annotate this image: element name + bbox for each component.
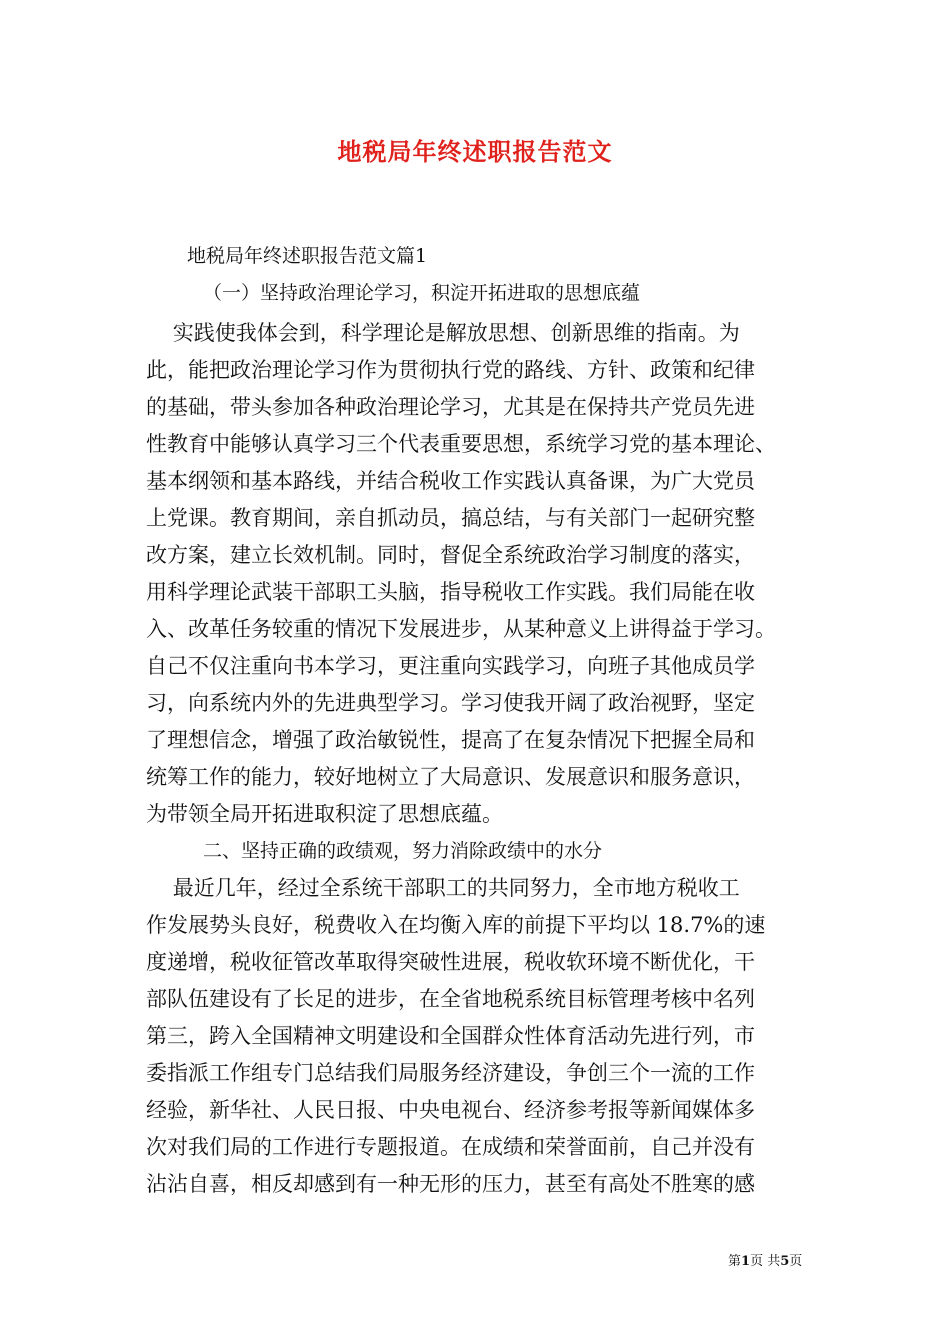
paragraph-1-line: 为带领全局开拓进取积淀了思想底蕴。 <box>146 802 503 826</box>
document-title: 地税局年终述职报告范文 <box>337 137 613 166</box>
paragraph-2-line: 沾沾自喜，相反却感到有一种无形的压力，甚至有高处不胜寒的感 <box>146 1172 755 1196</box>
footer-current-page: 1 <box>741 1254 751 1269</box>
paragraph-2-line: 度递增，税收征管改革取得突破性进展，税收软环境不断优化，干 <box>146 950 755 974</box>
paragraph-2 <box>146 870 826 1203</box>
footer-prefix: 第 <box>728 1254 742 1269</box>
paragraph-1-line: 入、改革任务较重的情况下发展进步，从某种意义上讲得益于学习。 <box>146 617 776 641</box>
paragraph-1-line: 统筹工作的能力，较好地树立了大局意识、发展意识和服务意识， <box>146 765 755 789</box>
section-heading-2: 二、坚持正确的政绩观，努力消除政绩中的水分 <box>203 840 603 862</box>
paragraph-1-line: 自己不仅注重向书本学习，更注重向实践学习，向班子其他成员学 <box>146 654 755 678</box>
section-heading-1: （一）坚持政治理论学习，积淀开拓进取的思想底蕴 <box>203 282 641 304</box>
paragraph-1-line: 此，能把政治理论学习作为贯彻执行党的路线、方针、政策和纪律 <box>146 358 755 382</box>
paragraph-2-line: 最近几年，经过全系统干部职工的共同努力，全市地方税收工 <box>146 876 740 900</box>
paragraph-1-line: 改方案，建立长效机制。同时，督促全系统政治学习制度的落实， <box>146 543 755 567</box>
footer-total-pages: 5 <box>780 1254 790 1269</box>
footer-middle: 页 共 <box>750 1254 781 1269</box>
paragraph-2-line: 部队伍建设有了长足的进步，在全省地税系统目标管理考核中名列 <box>146 987 755 1011</box>
paragraph-2-line: 作发展势头良好，税费收入在均衡入库的前提下平均以 18.7%的速 <box>146 913 766 937</box>
footer-suffix: 页 <box>789 1254 803 1269</box>
paragraph-1-line: 性教育中能够认真学习三个代表重要思想，系统学习党的基本理论、 <box>146 432 776 456</box>
paragraph-1-line: 上党课。教育期间，亲自抓动员，搞总结，与有关部门一起研究整 <box>146 506 755 530</box>
paragraph-1-line: 的基础，带头参加各种政治理论学习，尤其是在保持共产党员先进 <box>146 395 755 419</box>
paragraph-1-line: 实践使我体会到，科学理论是解放思想、创新思维的指南。为 <box>146 321 740 345</box>
paragraph-2-line: 第三，跨入全国精神文明建设和全国群众性体育活动先进行列，市 <box>146 1024 755 1048</box>
paragraph-1-line: 用科学理论武装干部职工头脑，指导税收工作实践。我们局能在收 <box>146 580 755 604</box>
paragraph-2-line: 经验，新华社、人民日报、中央电视台、经济参考报等新闻媒体多 <box>146 1098 755 1122</box>
paragraph-1-line: 了理想信念，增强了政治敏锐性，提高了在复杂情况下把握全局和 <box>146 728 755 752</box>
paragraph-1-line: 基本纲领和基本路线，并结合税收工作实践认真备课，为广大党员 <box>146 469 755 493</box>
paragraph-1-line: 习，向系统内外的先进典型学习。学习使我开阔了政治视野，坚定 <box>146 691 755 715</box>
page-footer <box>728 1250 802 1269</box>
paragraph-1 <box>146 315 826 833</box>
paragraph-2-line: 委指派工作组专门总结我们局服务经济建设，争创三个一流的工作 <box>146 1061 755 1085</box>
document-subtitle: 地税局年终述职报告范文篇1 <box>187 245 428 267</box>
paragraph-2-line: 次对我们局的工作进行专题报道。在成绩和荣誉面前，自己并没有 <box>146 1135 755 1159</box>
